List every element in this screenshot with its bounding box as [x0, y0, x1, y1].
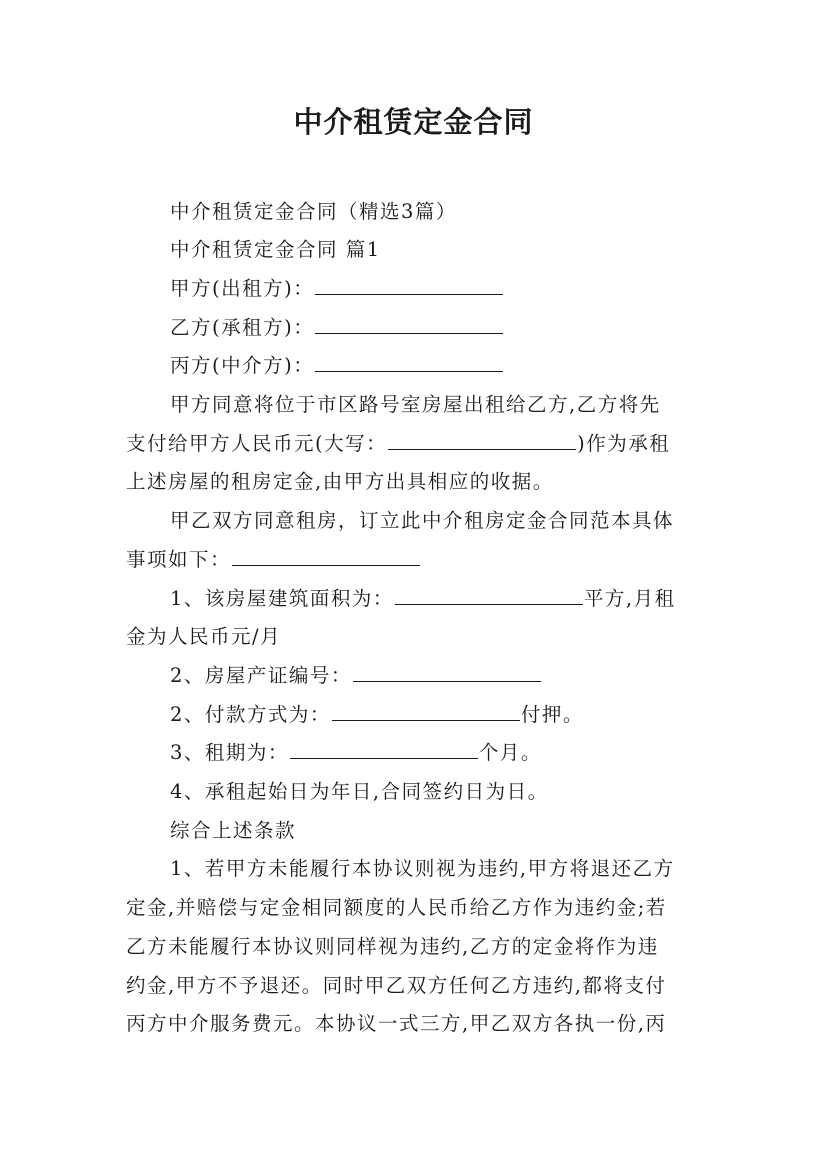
paragraph-line: 定金,并赔偿与定金相同额度的人民币给乙方作为违约金;若 — [126, 896, 667, 919]
party-a-line: 甲方(出租方)： — [170, 277, 750, 301]
fill-blank — [232, 549, 420, 566]
paragraph-line: 丙方中介服务费元。本协议一式三方,甲乙双方各执一份,丙 — [126, 1012, 667, 1035]
paragraph-line: 3、租期为： 个月。 — [170, 741, 542, 764]
paragraph-line: 1、该房屋建筑面积为： 平方,月租 — [170, 587, 676, 610]
paragraph-line: 乙方未能履行本协议则同样视为违约,乙方的定金将作为违 — [126, 935, 659, 958]
party-c-line: 丙方(中介方)： — [170, 354, 750, 378]
paragraph-line: 4、承租起始日为年日,合同签约日为日。 — [170, 780, 549, 803]
paragraph-line: 中介租赁定金合同 篇1 — [170, 238, 381, 261]
paragraph-line: 约金,甲方不予退还。同时甲乙双方任何乙方违约,都将支付 — [126, 974, 667, 997]
paragraph-line: 2、房屋产证编号： — [170, 664, 750, 688]
party-b-line: 乙方(承租方)： — [170, 316, 750, 340]
fill-blank — [290, 742, 478, 759]
paragraph-line: 中介租赁定金合同（精选3篇） — [170, 200, 457, 223]
paragraph-line: 1、若甲方未能履行本协议则视为违约,甲方将退还乙方 — [170, 857, 675, 880]
paragraph-line: 2、付款方式为： 付押。 — [170, 703, 584, 726]
fill-blank — [315, 355, 503, 372]
fill-blank — [353, 665, 541, 682]
paragraph-line: 上述房屋的租房定金,由甲方出具相应的收据。 — [126, 470, 554, 493]
fill-blank — [332, 704, 520, 721]
fill-blank — [395, 588, 583, 605]
paragraph-line: 甲乙双方同意租房，订立此中介租房定金合同范本具体 — [170, 509, 675, 532]
paragraph-line: 事项如下： — [126, 548, 706, 572]
fill-blank — [388, 433, 576, 450]
paragraph-line: 综合上述条款 — [170, 819, 297, 842]
fill-blank — [315, 278, 503, 295]
paragraph-line: 支付给甲方人民币元(大写： )作为承租 — [126, 432, 671, 455]
paragraph-line: 甲方同意将位于市区路号室房屋出租给乙方,乙方将先 — [170, 393, 661, 416]
fill-blank — [315, 317, 503, 334]
paragraph-line: 金为人民币元/月 — [126, 625, 282, 648]
document-title: 中介租赁定金合同 — [293, 105, 534, 139]
